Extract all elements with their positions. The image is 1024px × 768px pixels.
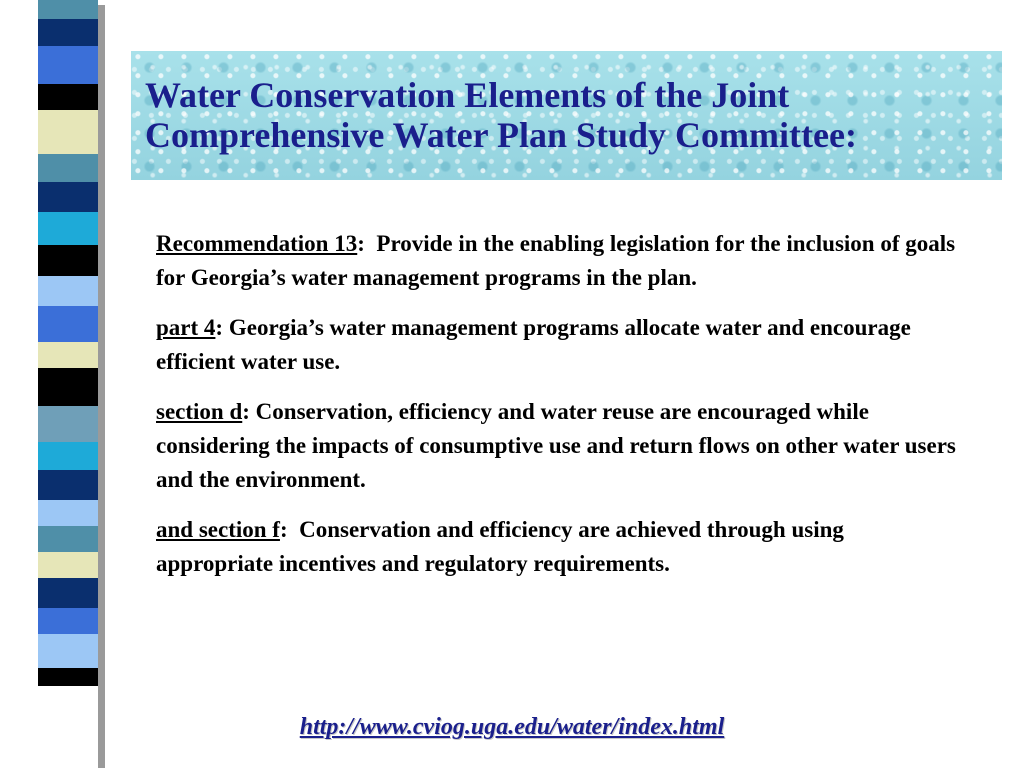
- paragraph-section-d: [156, 395, 966, 497]
- paragraph-text: Conservation and efficiency are achieved through using appropriate incentives and regulatory requirements.: [156, 517, 850, 576]
- term-part-4: part 4: [156, 315, 216, 340]
- stripe-block: [38, 245, 98, 276]
- term-section-d: section d: [156, 399, 243, 424]
- term-recommendation-13: Recommendation 13: [156, 231, 358, 256]
- separator: :: [242, 399, 250, 424]
- stripe-block: [38, 46, 98, 84]
- paragraph-text: Provide in the enabling legislation for the inclusion of goals for Georgia’s water management programs in the plan.: [156, 231, 961, 290]
- paragraph-text: Georgia’s water management programs allocate water and encourage efficient water use.: [156, 315, 917, 374]
- stripe-block: [38, 84, 98, 110]
- paragraph-section-f: [156, 513, 966, 581]
- stripe-block: [38, 442, 98, 470]
- stripe-block: [38, 578, 98, 608]
- stripe-block: [38, 110, 98, 154]
- separator: :: [357, 231, 365, 256]
- stripe-block: [38, 368, 98, 406]
- stripe-block: [38, 212, 98, 245]
- paragraph-part-4: [156, 311, 966, 379]
- stripe-block: [38, 154, 98, 182]
- stripe-block: [38, 500, 98, 526]
- separator: :: [279, 517, 288, 542]
- stripe-block: [38, 634, 98, 668]
- stripe-block: [38, 608, 98, 634]
- stripe-block: [38, 342, 98, 368]
- stripe-block: [38, 19, 98, 46]
- stripe-block: [38, 306, 98, 342]
- paragraph-text: Conservation, efficiency and water reuse are encouraged while considering the impacts of consumptive use and return flows on other water users and the environment.: [156, 399, 962, 492]
- slide-title: Water Conservation Elements of the Joint Comprehensive Water Plan Study Committee:: [145, 75, 857, 155]
- stripe-block: [38, 470, 98, 500]
- footer-url-link[interactable]: http://www.cviog.uga.edu/water/index.html: [299, 714, 725, 740]
- paragraph-recommendation-13: [156, 227, 966, 295]
- decorative-stripe-band: [38, 0, 98, 768]
- stripe-block: [38, 0, 98, 19]
- stripe-block: [38, 552, 98, 578]
- stripe-block: [38, 406, 98, 442]
- body-content: [156, 227, 966, 597]
- separator: :: [215, 315, 224, 340]
- stripe-block: [38, 182, 98, 212]
- stripe-block: [38, 526, 98, 552]
- term-section-f: and section f: [156, 517, 280, 542]
- stripe-block: [38, 276, 98, 306]
- stripe-block: [38, 668, 98, 686]
- title-box: [131, 51, 1002, 180]
